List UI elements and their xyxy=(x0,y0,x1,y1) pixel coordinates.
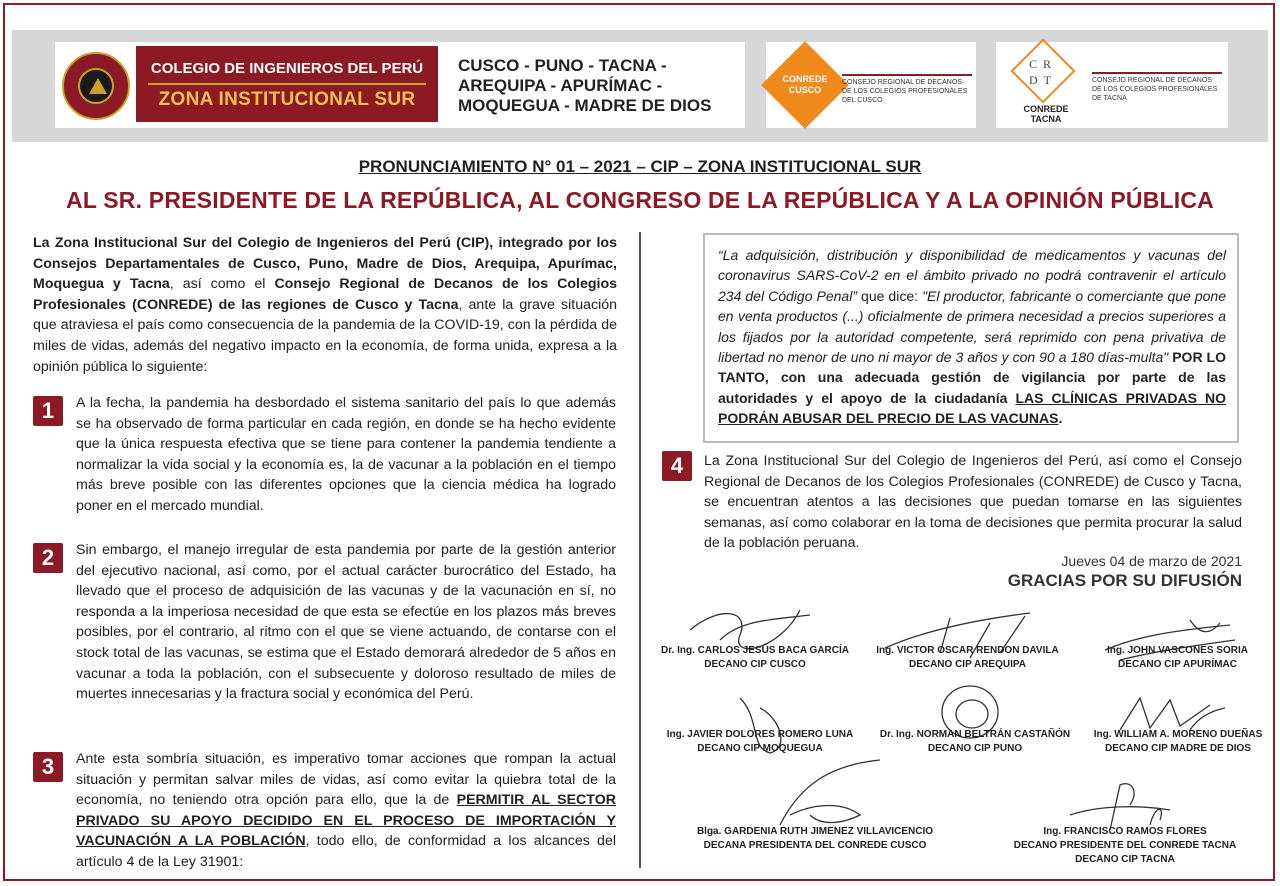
point-3-number: 3 xyxy=(33,752,63,782)
point-3-text-b: , todo ello, de conformidad a los alcances del artículo 4 de la Ley 31901: xyxy=(76,833,616,870)
quote-bold: POR LO TANTO, con una adecuada gestión de vigilancia por parte de las autoridades y el apoyo de la ciudadanía xyxy=(718,349,1226,406)
point-3-text-a: Ante esta sombría situación, es imperativo tomar acciones que rompan la actual situación y permitan salvar miles de vidas, así como evitar la quiebra total de la economía, no teniendo otra opción para ello, que la de xyxy=(76,751,616,809)
cip-zone: ZONA INSTITUCIONAL SUR xyxy=(158,89,416,110)
intro-bold-1: La Zona Institucional Sur del Colegio de Ingenieros del Perú (CIP), integrado por los Consejos Departamentales de Cusco, Puno, Madre de Dios, Arequipa, Apurímac, Moquegua y Tacna xyxy=(33,235,617,293)
intro-bold-2: Consejo Regional de Decanos de los Colegios Profesionales (CONREDE) de las regiones de Cusco y Tacna xyxy=(33,276,618,313)
intro-paragraph xyxy=(33,233,617,377)
point-4-text: La Zona Institucional Sur del Colegio de Ingenieros del Perú, así como el Consejo Regional de Decanos de los Colegios Profesionales (CONREDE) de Cusco y Tacna, se encuentran atentos a las decisiones que puedan tomarse en las siguientes semanas, así como colaborar en la toma de decisiones que permita procurar la salud de la población peruana. xyxy=(704,453,1242,552)
column-divider xyxy=(639,232,641,868)
point-2-text: Sin embargo, el manejo irregular de esta pandemia por parte de la gestión anterior del ejecutivo nacional, así como, por el actual carácter burocrático del Estado, ha llevado que el proceso de adquisición de las vacunas y de la vacunación en sí, no responda a la imperiosa necesidad de que esta se efectúe en los plazos más breves posibles, por el contrario, al ritmo con el que se viene actuando, de contarse con el stock total de las vacunas, se estima que el Estado demorará alrededor de 5 años en vacunar a toda la población, con el subsecuente y doloroso resultado de miles de muertes innecesarias y la fractura social y económica del Perú. xyxy=(76,542,616,703)
signature-romero: Ing. JAVIER DOLORES ROMERO LUNA DECANO CIP MOQUEGUA xyxy=(666,729,854,754)
signature-beltran: Dr. Ing. NORMAN BELTRÁN CASTAÑÓN DECANO CIP PUNO xyxy=(879,729,1071,754)
thanks-line: GRACIAS POR SU DIFUSIÓN xyxy=(1007,571,1242,590)
quote-end: . xyxy=(1058,410,1063,427)
cip-name: COLEGIO DE INGENIEROS DEL PERÚ xyxy=(150,60,424,77)
pronouncement-heading: PRONUNCIAMIENTO N° 01 – 2021 – CIP – ZONA INSTITUCIONAL SUR xyxy=(358,157,922,176)
intro-text-2: , ante la grave situación que atraviesa el país como consecuencia de la pandemia de la COVID-19, con la pérdida de miles de vidas, además del negativo impacto en la economía, de forma unida, expresa a la opinión pública lo siguiente: xyxy=(33,296,617,375)
conrede-badge-label: CONREDE CUSCO xyxy=(782,74,828,95)
signature-rendon: Ing. VICTOR OSCAR RENDON DAVILA DECANO CIP AREQUIPA xyxy=(876,645,1059,670)
signature-scrawl-jimenez xyxy=(770,755,890,835)
point-1-text: A la fecha, la pandemia ha desbordado el sistema sanitario del país lo que además se ha observado de forma particular en cada región, en donde se ha hecho evidente que la única respuesta efectiva que se tiene para contener la pandemia tendiente a normalizar la vida social y la economía es, la de vacunar a la población en el tiempo más breve posible con las diferentes opciones que la ciencia médica ha logrado poner en el mercado mundial. xyxy=(76,395,616,514)
signature-ramos: Ing. FRANCISCO RAMOS FLORES DECANO PRESIDENTE DEL CONREDE TACNA DECANO CIP TACNA xyxy=(1013,826,1237,865)
document-title: AL SR. PRESIDENTE DE LA REPÚBLICA, AL CONGRESO DE LA REPÚBLICA Y A LA OPINIÓN PÚBLICA xyxy=(66,187,1214,213)
intro-text-1: , así como el xyxy=(169,276,275,293)
signature-baca: Dr. Ing. CARLOS JESÚS BACA GARCÍA DECANO CIP CUSCO xyxy=(661,645,849,670)
quote-text xyxy=(718,245,1226,429)
signature-vascones: Ing. JOHN VASCONES SORIA DECANO CIP APURÍMAC xyxy=(1107,645,1248,670)
quote-bold-underline: LAS CLÍNICAS PRIVADAS NO PODRÁN ABUSAR DEL PRECIO DE LAS VACUNAS xyxy=(718,389,1226,427)
regions-list: CUSCO - PUNO - TACNA - AREQUIPA - APURÍMAC - MOQUEGUA - MADRE DE DIOS xyxy=(458,56,712,115)
signature-moreno: Ing. WILLIAM A. MORENO DUEÑAS DECANO CIP MADRE DE DIOS xyxy=(1093,729,1263,754)
point-1-number: 1 xyxy=(33,396,63,426)
crdt-letters: CR DT xyxy=(1028,57,1057,87)
conrede-cusco-name: CONSEJO REGIONAL DE DECANOS DE LOS COLEGIOS PROFESIONALES DEL CUSCO xyxy=(842,74,972,105)
signature-jimenez: Blga. GARDENIA RUTH JIMENEZ VILLAVICENCIO DECANA PRESIDENTA DEL CONREDE CUSCO xyxy=(696,826,934,851)
conrede-tacna-name: CONSEJO REGIONAL DE DECANOS DE LOS COLEGIOS PROFESIONALES DE TACNA xyxy=(1092,72,1222,103)
quote-plain: que dice: xyxy=(857,287,923,304)
quote-italic-2: "El productor, fabricante o comerciante que pone en venta productos (...) oficialmente de primera necesidad a precios superiores a los fijados por la autoridad competente, será reprimido con pena privativa de libertad no menor de uno ni mayor de 3 años y con 90 a 180 días-multa" xyxy=(718,287,1227,366)
cip-seal-icon xyxy=(62,52,130,120)
quote-italic: “La adquisición, distribución y disponibilidad de medicamentos y vacunas del coronavirus SARS-CoV-2 en el ámbito privado no podrá contravenir el artículo 234 del Código Penal” xyxy=(718,247,1226,304)
point-3-text xyxy=(76,749,616,873)
crdt-label: CONREDE TACNA xyxy=(1023,104,1069,124)
point-2-number: 2 xyxy=(33,543,63,573)
point-4-number: 4 xyxy=(662,451,692,481)
document-date: Jueves 04 de marzo de 2021 xyxy=(1061,553,1242,569)
cip-divider xyxy=(148,83,426,85)
point-3-emphasis: PERMITIR AL SECTOR PRIVADO SU APOYO DECIDIDO EN EL PROCESO DE IMPORTACIÓN Y VACUNACIÓN A LA POBLACIÓN xyxy=(76,792,616,850)
